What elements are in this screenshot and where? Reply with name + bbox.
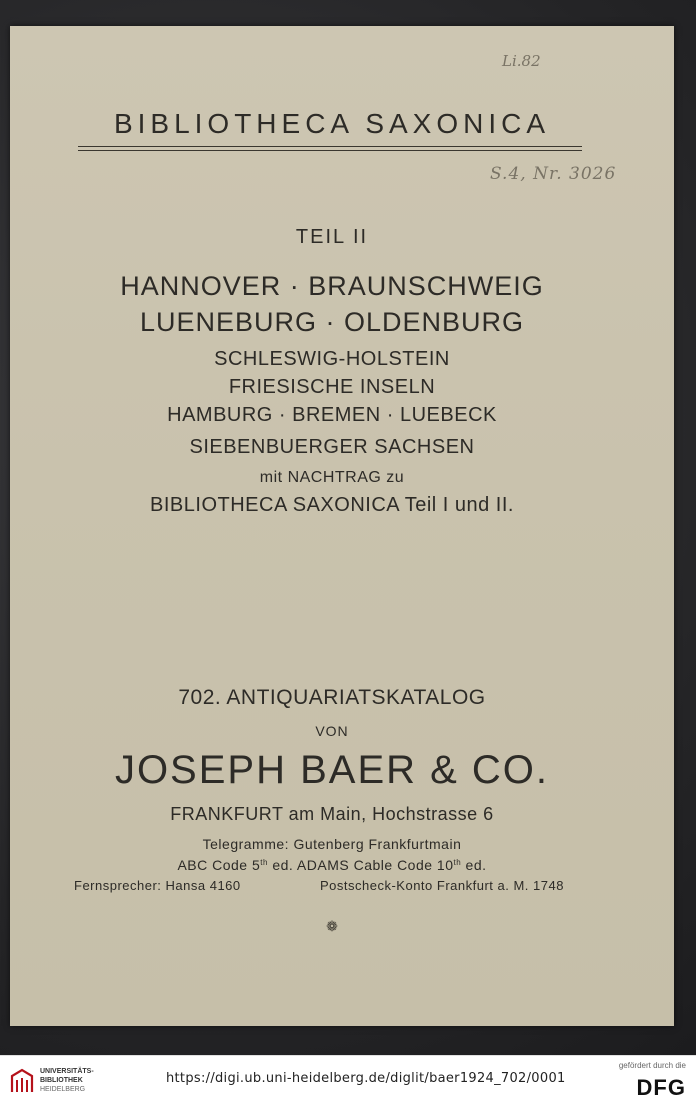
ornament-icon: ❁ [326,918,338,934]
region-line: FRIESISCHE INSELN [228,376,436,398]
library-name [40,1067,94,1094]
permalink-url[interactable]: https://digi.ub.uni-heidelberg.de/diglit/baer1924_702/0001 [166,1071,566,1086]
handwritten-signature: S.4, Nr. 3026 [490,164,617,184]
region-line: HAMBURG · BREMEN · LUEBECK [167,404,497,426]
dfg-logo[interactable]: DFG [636,1075,686,1100]
catalog-cover-page [10,26,674,1026]
telegram-line: Telegramme: Gutenberg Frankfurtmain [202,836,462,852]
publisher-address: FRANKFURT am Main, Hochstrasse 6 [170,804,494,824]
library-name-line: HEIDELBERG [40,1086,86,1093]
title-rule [78,146,582,147]
viewer-footer [0,1055,696,1106]
adams-code: ed. ADAMS Cable Code 10 [267,857,454,873]
phone-number: Fernsprecher: Hansa 4160 [74,878,241,893]
library-name-line: BIBLIOTHEK [40,1077,83,1084]
supplement-title: BIBLIOTHECA SAXONICA Teil I und II. [150,494,514,516]
library-name-line: UNIVERSITÄTS- [40,1068,94,1075]
publisher-name: JOSEPH BAER & CO. [114,748,550,792]
series-title: BIBLIOTHECA SAXONICA [113,108,551,139]
cable-code-line [10,857,654,873]
title-rule [78,150,582,151]
abc-code: ABC Code 5 [177,857,261,873]
catalog-von: VON [315,723,349,739]
supplement-note: mit NACHTRAG zu [259,469,405,486]
region-line: SCHLESWIG-HOLSTEIN [214,348,450,370]
code-end: ed. [461,857,487,873]
funding-note: gefördert durch die [618,1061,686,1070]
region-line: SIEBENBUERGER SACHSEN [189,436,475,458]
ordinal-suffix: th [453,858,462,867]
handwritten-note: Li.82 [502,52,541,70]
region-line: LUENEBURG · OLDENBURG [139,307,525,337]
ordinal-suffix: th [260,858,268,867]
region-line: HANNOVER · BRAUNSCHWEIG [120,271,544,301]
library-logo-icon[interactable] [8,1066,36,1096]
postscheck-account: Postscheck-Konto Frankfurt a. M. 1748 [320,878,564,893]
part-label: TEIL II [295,226,369,248]
catalog-title: 702. ANTIQUARIATSKATALOG [178,686,486,709]
